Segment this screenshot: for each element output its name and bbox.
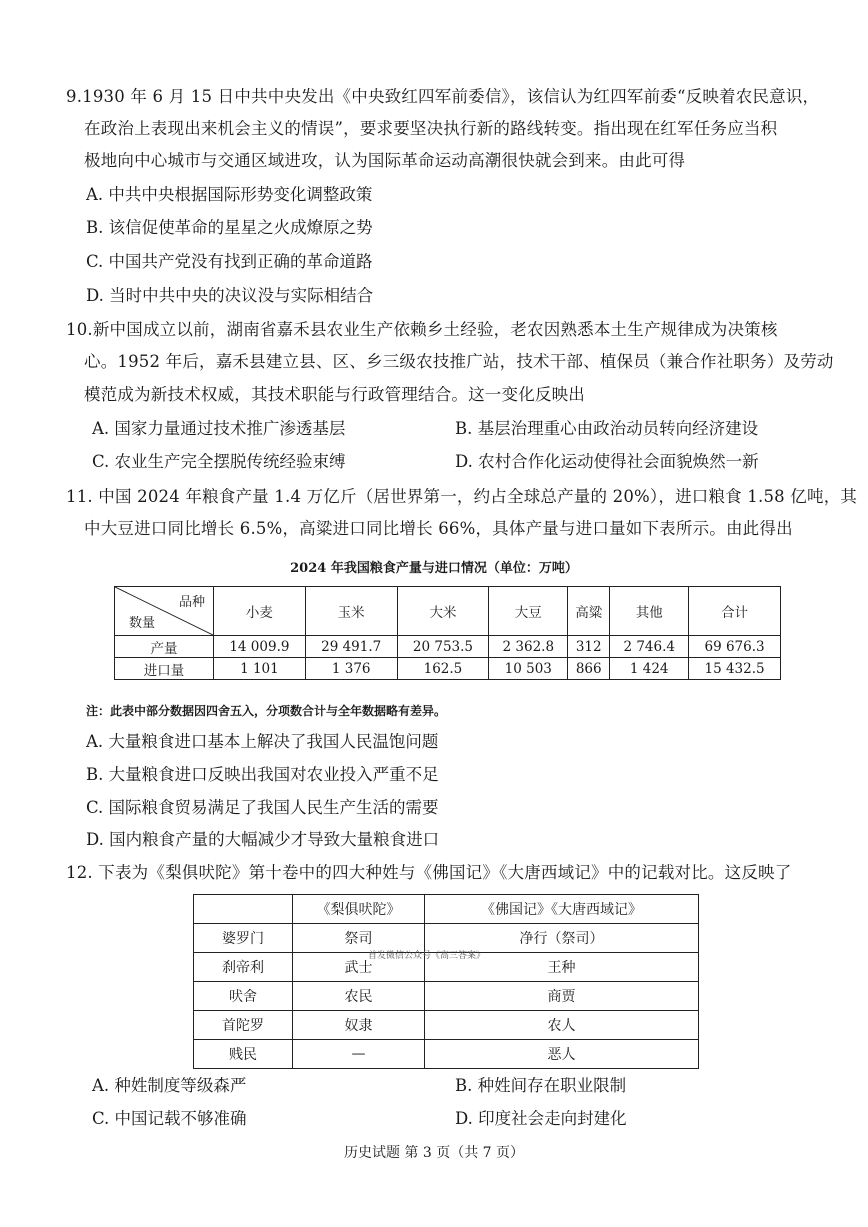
q11-option-c[interactable]: C. 国际粮食贸易满足了我国人民生产生活的需要 — [86, 798, 439, 817]
table-row — [115, 658, 781, 680]
table-cell: 2 746.4 — [610, 636, 689, 658]
q9-stem-line-2: 在政治上表现出来机会主义的情误”，要求要坚决执行新的路线转变。指出现在红军任务应当积 — [84, 119, 778, 138]
q11-stem-line-2: 中大豆进口同比增长 6.5%，高粱进口同比增长 66%，具体产量与进口量如下表所示。由此得出 — [84, 519, 793, 538]
table-cell: 净行（祭司） — [425, 924, 699, 953]
q11-option-d[interactable]: D. 国内粮食产量的大幅减少才导致大量粮食进口 — [86, 830, 440, 849]
caste-name: 婆罗门 — [194, 924, 293, 953]
q12-option-c[interactable]: C. 中国记载不够准确 — [92, 1109, 247, 1128]
corner-top-label: 品种 — [178, 595, 205, 610]
grain-col-header: 玉米 — [305, 587, 397, 636]
q11-stem-line-1: 11. 中国 2024 年粮食产量 1.4 万亿斤（居世界第一，约占全球总产量的 20%），进口粮食 1.58 亿吨，其 — [66, 487, 858, 506]
table-cell: 1 424 — [610, 658, 689, 680]
grain-table-title: 2024 年我国粮食产量与进口情况（单位：万吨） — [290, 561, 578, 576]
table-cell: 祭司 — [293, 924, 425, 953]
table-cell: — — [293, 1040, 425, 1069]
corner-bottom-label: 数量 — [129, 616, 156, 631]
caste-name: 吠舍 — [194, 982, 293, 1011]
q10-stem-line-2: 心。1952 年后，嘉禾县建立县、区、乡三级农技推广站，技术干部、植保员（兼合作社职务）及劳动 — [84, 352, 834, 371]
table-cell: 1 376 — [305, 658, 397, 680]
q11-option-a[interactable]: A. 大量粮食进口基本上解决了我国人民温饱问题 — [86, 732, 439, 751]
q12-option-b[interactable]: B. 种姓间存在职业限制 — [455, 1076, 627, 1095]
q9-option-d[interactable]: D. 当时中共中央的决议没与实际相结合 — [86, 286, 374, 305]
grain-table-corner — [115, 587, 214, 636]
caste-col-header: 《佛国记》《大唐西域记》 — [425, 895, 699, 924]
caste-name: 刹帝利 — [194, 953, 293, 982]
row-label: 进口量 — [115, 658, 214, 680]
page-footer: 历史试题 第 3 页（共 7 页） — [343, 1145, 525, 1161]
caste-name: 贱民 — [194, 1040, 293, 1069]
row-label: 产量 — [115, 636, 214, 658]
grain-col-header: 小麦 — [214, 587, 306, 636]
grain-col-header: 高粱 — [568, 587, 610, 636]
caste-name: 首陀罗 — [194, 1011, 293, 1040]
watermark-text: 首发微信公众号《高三答案》 — [368, 951, 486, 961]
table-cell: 10 503 — [489, 658, 568, 680]
table-cell: 162.5 — [397, 658, 489, 680]
caste-col-header — [194, 895, 293, 924]
q10-stem-line-3: 模范成为新技术权威，其技术职能与行政管理结合。这一变化反映出 — [84, 385, 585, 404]
q10-option-c[interactable]: C. 农业生产完全摆脱传统经验束缚 — [92, 452, 346, 471]
table-cell: 312 — [568, 636, 610, 658]
table-cell: 王种 — [425, 953, 699, 982]
table-cell: 农人 — [425, 1011, 699, 1040]
table-cell: 奴隶 — [293, 1011, 425, 1040]
q10-option-b[interactable]: B. 基层治理重心由政治动员转向经济建设 — [455, 419, 759, 438]
caste-col-header: 《梨俱吠陀》 — [293, 895, 425, 924]
q12-option-d[interactable]: D. 印度社会走向封建化 — [455, 1109, 627, 1128]
q10-stem-line-1: 10.新中国成立以前，湖南省嘉禾县农业生产依赖乡土经验，老农因熟悉本土生产规律成为决策核 — [66, 320, 778, 339]
grain-col-header: 大豆 — [489, 587, 568, 636]
q12-stem: 12. 下表为《梨俱吠陀》第十卷中的四大种姓与《佛国记》《大唐西域记》中的记载对比。这反映了 — [66, 863, 792, 882]
q12-option-a[interactable]: A. 种姓制度等级森严 — [92, 1076, 247, 1095]
table-cell: 14 009.9 — [214, 636, 306, 658]
grain-table — [114, 586, 781, 680]
table-cell: 29 491.7 — [305, 636, 397, 658]
table-cell: 20 753.5 — [397, 636, 489, 658]
q9-option-c[interactable]: C. 中国共产党没有找到正确的革命道路 — [86, 252, 373, 271]
table-row — [194, 1011, 699, 1040]
q9-option-b[interactable]: B. 该信促使革命的星星之火成燎原之势 — [86, 218, 373, 237]
grain-table-header-row — [115, 587, 781, 636]
table-cell: 69 676.3 — [689, 636, 781, 658]
table-cell: 866 — [568, 658, 610, 680]
caste-table — [193, 894, 699, 1069]
table-cell: 2 362.8 — [489, 636, 568, 658]
table-row — [194, 982, 699, 1011]
table-cell: 武士 — [293, 953, 425, 982]
grain-col-header: 合计 — [689, 587, 781, 636]
grain-col-header: 大米 — [397, 587, 489, 636]
table-row — [194, 1040, 699, 1069]
q10-option-a[interactable]: A. 国家力量通过技术推广渗透基层 — [92, 419, 346, 438]
grain-table-note: 注：此表中部分数据因四舍五入，分项数合计与全年数据略有差异。 — [86, 704, 447, 718]
table-cell: 15 432.5 — [689, 658, 781, 680]
caste-table-header-row — [194, 895, 699, 924]
q9-stem-line-3: 极地向中心城市与交通区域进攻，认为国际革命运动高潮很快就会到来。由此可得 — [84, 151, 686, 170]
q9-option-a[interactable]: A. 中共中央根据国际形势变化调整政策 — [86, 185, 373, 204]
table-cell: 1 101 — [214, 658, 306, 680]
table-cell: 农民 — [293, 982, 425, 1011]
table-cell: 恶人 — [425, 1040, 699, 1069]
q11-option-b[interactable]: B. 大量粮食进口反映出我国对农业投入严重不足 — [86, 765, 439, 784]
table-cell: 商贾 — [425, 982, 699, 1011]
q10-option-d[interactable]: D. 农村合作化运动使得社会面貌焕然一新 — [455, 452, 759, 471]
q9-stem-line-1: 9.1930 年 6 月 15 日中共中央发出《中央致红四军前委信》，该信认为红四军前委“反映着农民意识， — [66, 87, 820, 106]
table-row — [115, 636, 781, 658]
grain-col-header: 其他 — [610, 587, 689, 636]
